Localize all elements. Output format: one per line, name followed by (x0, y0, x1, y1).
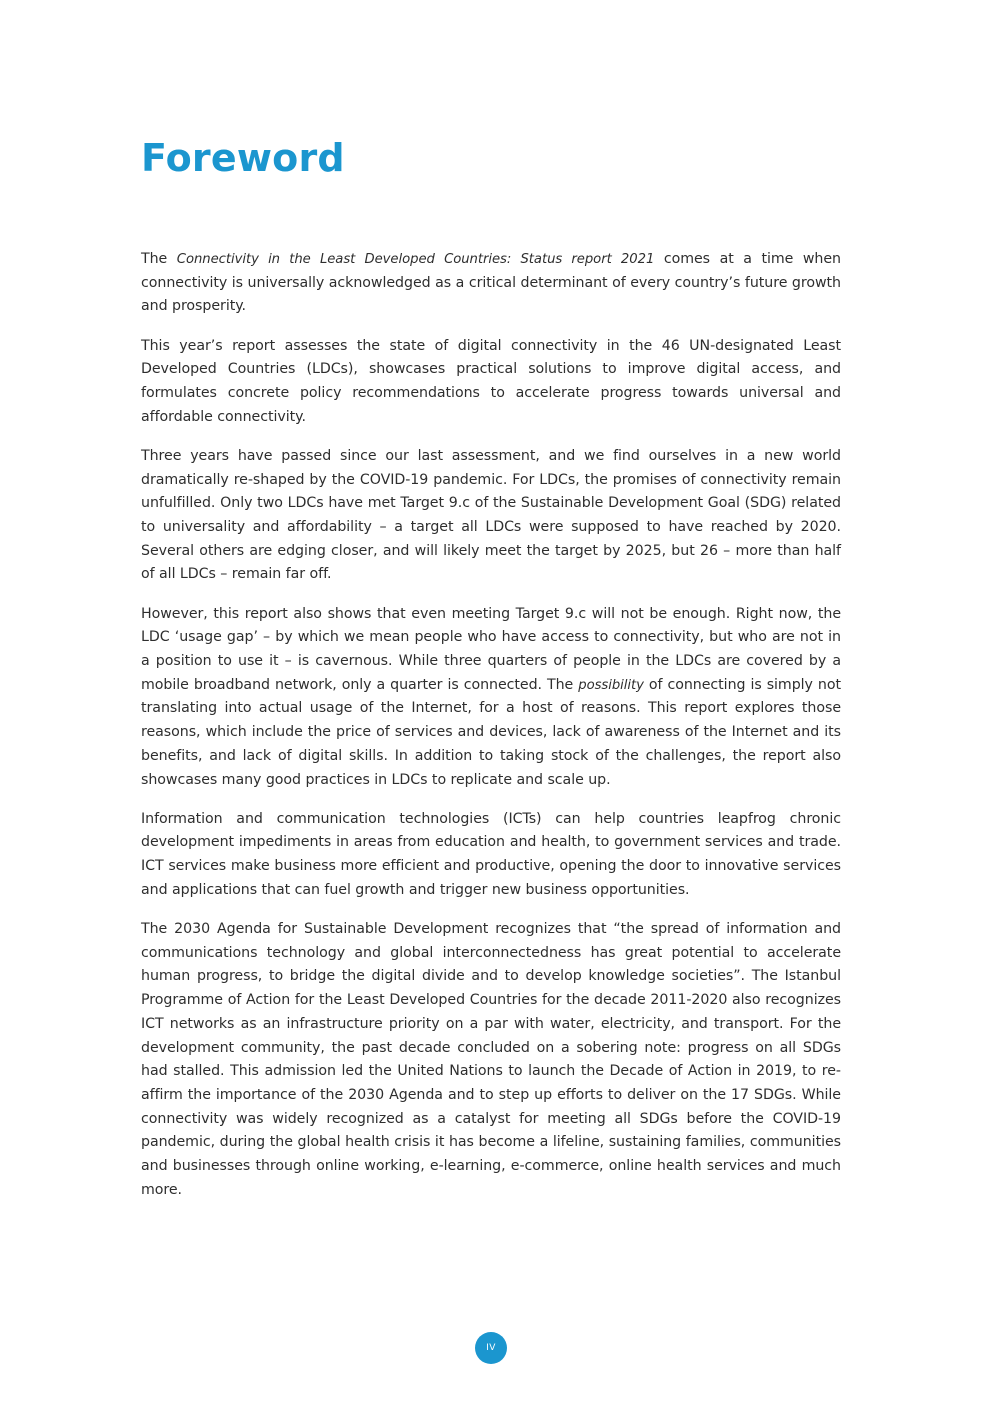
page-title: Foreword (141, 136, 345, 180)
report-title-italic: Connectivity in the Least Developed Countries: Status report 2021 (176, 252, 655, 267)
paragraph-usage-gap-rest: of connecting is simply not translating into actual usage of the Internet, for a host of reasons. This report explores those reasons, which include the price of services and devices, lack of awareness of the Internet and its benefits, and lack of digital skills. In addition to taking stock of the challenges, the report also showcases many good practices in LDCs to replicate and scale up. (141, 676, 841, 788)
possibility-italic: possibility (578, 677, 644, 693)
paragraph-intro-rest: comes at a time when connectivity is universally acknowledged as a critical determinant of every country’s future growth and prosperity. (141, 251, 841, 315)
paragraph-usage-gap-lead: However, this report also shows that even meeting Target 9.c will not be enough. Right now, the LDC ‘usage gap’ – by which we mean people who have access to connectivity, but who are not in a position to use it – is cavernous. While three quarters of people in the LDCs are covered by a mobile broadband network, only a quarter is connected. The (141, 605, 841, 693)
paragraph-agenda-2030: The 2030 Agenda for Sustainable Development recognizes that “the spread of information and communications technology and global interconnectedness has great potential to accelerate human progress, to bridge the digital divide and to develop knowledge societies”. The Istanbul Programme of Action for the Least Developed Countries for the decade 2011-2020 also recognizes ICT networks as an infrastructure priority on a par with water, electricity, and transport. For the development community, the past decade concluded on a sobering note: progress on all SDGs had stalled. This admission led the United Nations to launch the Decade of Action in 2019, to re-affirm the importance of the 2030 Agenda and to step up efforts to deliver on the 17 SDGs. While connectivity was widely recognized as a catalyst for meeting all SDGs before the COVID-19 pandemic, during the global health crisis it has become a lifeline, sustaining families, communities and businesses through online working, e-learning, e-commerce, online health services and much more. (141, 921, 841, 1198)
paragraph-assessment: This year’s report assesses the state of digital connectivity in the 46 UN-designated Least Developed Countries (LDCs), showcases practical solutions to improve digital access, and formulates concrete policy recommendations to accelerate progress towards universal and affordable connectivity. (141, 337, 841, 425)
paragraph-covid: Three years have passed since our last assessment, and we find ourselves in a new world dramatically re-shaped by the COVID-19 pandemic. For LDCs, the promises of connectivity remain unfulfilled. Only two LDCs have met Target 9.c of the Sustainable Development Goal (SDG) related to universality and affordability – a target all LDCs were supposed to have reached by 2020. Several others are edging closer, and will likely meet the target by 2025, but 26 – more than half of all LDCs – remain far off. (141, 447, 841, 583)
page-number-badge: IV (475, 1332, 507, 1364)
paragraph-icts: Information and communication technologies (ICTs) can help countries leapfrog chronic development impediments in areas from education and health, to government services and trade. ICT services make business more efficient and productive, opening the door to innovative services and applications that can fuel growth and trigger new business opportunities. (141, 810, 841, 898)
paragraph-usage-gap (141, 603, 841, 793)
foreword-body (141, 248, 841, 1218)
paragraph-intro (141, 248, 841, 319)
paragraph-intro-lead: The (141, 251, 177, 267)
